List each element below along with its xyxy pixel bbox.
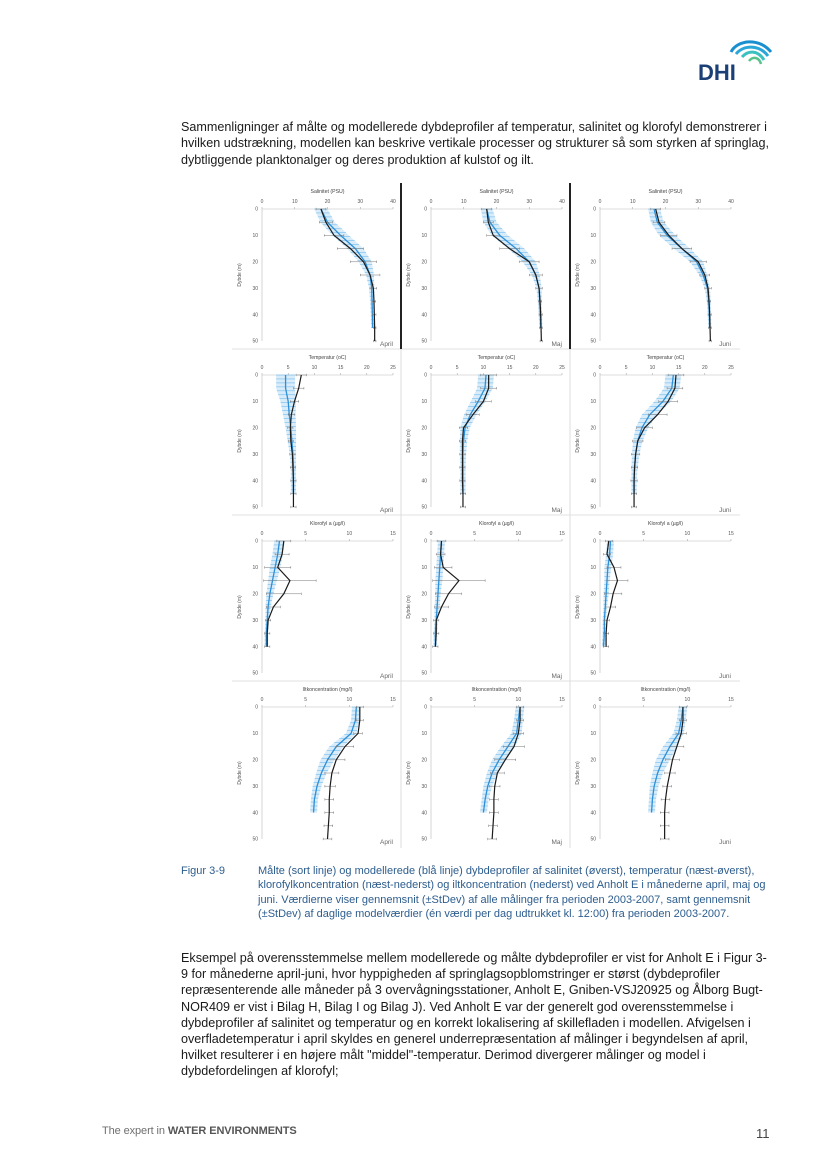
- y-tick-label: 40: [252, 478, 258, 485]
- month-label: April: [379, 839, 393, 846]
- y-tick-label: 30: [252, 451, 258, 458]
- x-tick-label: 5: [473, 697, 477, 703]
- y-tick-label: 20: [252, 425, 258, 432]
- y-tick-label: 50: [590, 836, 596, 843]
- x-tick-label: 10: [480, 365, 487, 371]
- panel-title: Temperatur (oC): [308, 355, 347, 361]
- x-tick-label: 0: [429, 199, 433, 205]
- x-tick-label: 10: [346, 697, 353, 703]
- x-tick-label: 30: [357, 199, 364, 205]
- x-tick-label: 10: [684, 531, 691, 537]
- y-tick-label: 30: [421, 451, 427, 458]
- x-tick-label: 0: [260, 199, 264, 205]
- x-tick-label: 10: [515, 531, 522, 537]
- y-tick-label: 0: [255, 538, 258, 545]
- y-tick-label: 0: [255, 704, 258, 711]
- x-tick-label: 20: [533, 365, 539, 371]
- y-tick-label: 20: [421, 757, 427, 764]
- y-tick-label: 40: [421, 644, 427, 651]
- x-tick-label: 25: [559, 365, 565, 371]
- y-axis-label: Dybde (m): [406, 263, 412, 287]
- panel-title: Klorofyl a (µg/l): [310, 521, 345, 527]
- y-tick-label: 0: [593, 538, 596, 545]
- x-tick-label: 15: [390, 531, 396, 537]
- x-tick-label: 10: [515, 697, 522, 703]
- y-tick-label: 40: [252, 312, 258, 319]
- x-tick-label: 5: [304, 531, 308, 537]
- y-tick-label: 40: [590, 478, 596, 485]
- y-tick-label: 20: [421, 591, 427, 598]
- y-tick-label: 10: [252, 399, 258, 406]
- x-tick-label: 30: [695, 199, 702, 205]
- y-tick-label: 50: [421, 670, 427, 677]
- x-tick-label: 5: [624, 365, 628, 371]
- y-tick-label: 10: [590, 399, 596, 406]
- y-tick-label: 50: [252, 670, 258, 677]
- x-tick-label: 10: [649, 365, 656, 371]
- y-tick-label: 40: [590, 312, 596, 319]
- y-tick-label: 50: [252, 338, 258, 345]
- month-label: April: [379, 341, 393, 348]
- y-tick-label: 20: [421, 425, 427, 432]
- x-tick-label: 10: [684, 697, 691, 703]
- month-label: April: [379, 507, 393, 514]
- intro-paragraph: Sammenligninger af målte og modellerede dybdeprofiler af temperatur, salinitet og klorofyl demonstrerer i hvilken udstrækning, modellen kan beskrive vertikale processer og strukturer så som styrken af springlag, dybtliggende planktonalger og deres produktion af kulstof og ilt.: [181, 120, 769, 167]
- page-number: 11: [756, 1126, 770, 1141]
- y-tick-label: 0: [255, 206, 258, 213]
- y-tick-label: 40: [590, 644, 596, 651]
- y-axis-label: Dybde (m): [237, 761, 243, 785]
- x-tick-label: 0: [429, 365, 433, 371]
- month-label: Maj: [551, 507, 562, 514]
- x-tick-label: 0: [429, 531, 433, 537]
- x-tick-label: 15: [728, 697, 734, 703]
- x-tick-label: 20: [493, 199, 500, 205]
- y-tick-label: 50: [590, 338, 596, 345]
- x-tick-label: 15: [675, 365, 682, 371]
- y-tick-label: 10: [421, 233, 427, 240]
- month-label: Juni: [719, 839, 731, 846]
- x-tick-label: 10: [346, 531, 353, 537]
- x-tick-label: 5: [642, 697, 646, 703]
- month-label: Juni: [719, 673, 731, 680]
- y-tick-label: 30: [421, 617, 427, 624]
- logo-text: DHI: [698, 60, 736, 84]
- x-tick-label: 5: [455, 365, 459, 371]
- caption-text: Målte (sort linje) og modellerede (blå linje) dybdeprofiler af salinitet (øverst), temperatur (næst-øverst), klorofylkoncentration (næst-nederst) og iltkoncentration (nederst) ved Anholt E i månederne april, maj og juni. Værdierne viser gennemsnit (±StDev) af alle målinger fra perioden 2003-2007, samt gennemsnit (±StDev) af daglige modelværdier (én værdi per dag udtrukket kl. 12:00) fra perioden 2003-2007.: [258, 865, 766, 920]
- x-tick-label: 25: [728, 365, 734, 371]
- x-tick-label: 20: [662, 199, 669, 205]
- panel-title: Salinitet (PSU): [648, 189, 683, 195]
- x-tick-label: 5: [304, 697, 308, 703]
- y-tick-label: 50: [421, 836, 427, 843]
- panel-title: Temperatur (oC): [477, 355, 516, 361]
- caption-label: Figur 3-9: [181, 865, 226, 877]
- y-tick-label: 20: [252, 757, 258, 764]
- month-label: April: [379, 673, 393, 680]
- body-paragraph: Eksempel på overensstemmelse mellem modellerede og målte dybdeprofiler er vist for Anholt E i Figur 3-9 for månederne april-juni, hvor hyppigheden af springlagsopblomstringer er størst (dybdeprofiler repræsenterende alle måneder på 3 overvågningsstationer, Anholt E, Gniben-VSJ20925 og Ålborg Bugt-NOR409 er vist i Bilag H, Bilag I og Bilag J). Ved Anholt E var der generelt god overensstemmelse i dybdeprofiler af salinitet og temperatur og en korrekt lokalisering af skillefladen i modellen. Afvigelsen i overfladetemperatur i april skyldes en generel underrepræsentation af målinger i begyndelsen af april, hvilket resulterer i en højere målt "middel"-temperatur. Derimod divergerer målinger og model i dybdefordelingen af klorofyl;: [181, 951, 767, 1079]
- x-tick-label: 10: [460, 199, 467, 205]
- depth-profile-figure: [232, 183, 740, 848]
- panel-title: Klorofyl a (µg/l): [479, 521, 514, 527]
- y-axis-label: Dybde (m): [575, 595, 581, 619]
- y-tick-label: 0: [593, 206, 596, 213]
- y-tick-label: 20: [252, 591, 258, 598]
- y-axis-label: Dybde (m): [237, 263, 243, 287]
- panel-title: Temperatur (oC): [646, 355, 685, 361]
- x-tick-label: 0: [598, 199, 602, 205]
- x-tick-label: 0: [429, 697, 433, 703]
- y-tick-label: 10: [590, 731, 596, 738]
- y-tick-label: 0: [424, 538, 427, 545]
- footer-bold: WATER ENVIRONMENTS: [167, 1125, 297, 1137]
- panel-title: Klorofyl a (µg/l): [648, 521, 683, 527]
- footer-tagline: [102, 1125, 297, 1137]
- x-tick-label: 0: [598, 531, 602, 537]
- x-tick-label: 5: [642, 531, 646, 537]
- y-tick-label: 10: [590, 233, 596, 240]
- footer-prefix: The expert in: [102, 1125, 168, 1137]
- y-axis-label: Dybde (m): [406, 761, 412, 785]
- y-tick-label: 30: [252, 783, 258, 790]
- x-tick-label: 15: [337, 365, 344, 371]
- y-axis-label: Dybde (m): [575, 761, 581, 785]
- y-tick-label: 30: [421, 783, 427, 790]
- y-tick-label: 40: [421, 312, 427, 319]
- y-tick-label: 40: [590, 810, 596, 817]
- y-tick-label: 30: [590, 617, 596, 624]
- panel-title: Iltkoncentration (mg/l): [471, 687, 522, 693]
- x-tick-label: 0: [598, 697, 602, 703]
- y-tick-label: 0: [593, 704, 596, 711]
- month-label: Maj: [551, 341, 562, 348]
- y-tick-label: 20: [590, 591, 596, 598]
- x-tick-label: 10: [311, 365, 318, 371]
- x-tick-label: 15: [728, 531, 734, 537]
- y-tick-label: 40: [421, 810, 427, 817]
- y-tick-label: 20: [590, 757, 596, 764]
- y-tick-label: 20: [590, 259, 596, 266]
- y-tick-label: 30: [252, 617, 258, 624]
- y-axis-label: Dybde (m): [575, 263, 581, 287]
- y-axis-label: Dybde (m): [575, 429, 581, 453]
- x-tick-label: 0: [260, 365, 264, 371]
- y-tick-label: 10: [252, 731, 258, 738]
- x-tick-label: 30: [526, 199, 533, 205]
- y-axis-label: Dybde (m): [237, 429, 243, 453]
- y-tick-label: 10: [252, 233, 258, 240]
- y-tick-label: 20: [421, 259, 427, 266]
- y-tick-label: 50: [590, 504, 596, 511]
- y-tick-label: 10: [252, 565, 258, 572]
- y-tick-label: 40: [252, 810, 258, 817]
- y-tick-label: 50: [590, 670, 596, 677]
- x-tick-label: 0: [260, 531, 264, 537]
- x-tick-label: 15: [506, 365, 513, 371]
- x-tick-label: 10: [291, 199, 298, 205]
- y-tick-label: 30: [590, 285, 596, 292]
- panel-title: Iltkoncentration (mg/l): [640, 687, 691, 693]
- panel-title: Iltkoncentration (mg/l): [302, 687, 353, 693]
- x-tick-label: 5: [473, 531, 477, 537]
- x-tick-label: 15: [559, 697, 565, 703]
- x-tick-label: 15: [390, 697, 396, 703]
- y-tick-label: 0: [255, 372, 258, 379]
- dhi-logo: [697, 38, 773, 84]
- y-tick-label: 20: [590, 425, 596, 432]
- y-tick-label: 0: [424, 372, 427, 379]
- y-tick-label: 10: [421, 731, 427, 738]
- x-tick-label: 10: [629, 199, 636, 205]
- y-tick-label: 40: [421, 478, 427, 485]
- x-tick-label: 40: [390, 199, 396, 205]
- x-tick-label: 40: [728, 199, 734, 205]
- x-tick-label: 15: [559, 531, 565, 537]
- y-axis-label: Dybde (m): [237, 595, 243, 619]
- y-tick-label: 30: [421, 285, 427, 292]
- y-axis-label: Dybde (m): [406, 595, 412, 619]
- panel-title: Salinitet (PSU): [310, 189, 345, 195]
- x-tick-label: 5: [286, 365, 290, 371]
- y-tick-label: 30: [590, 783, 596, 790]
- y-tick-label: 50: [252, 504, 258, 511]
- month-label: Maj: [551, 839, 562, 846]
- y-tick-label: 10: [590, 565, 596, 572]
- y-tick-label: 30: [590, 451, 596, 458]
- x-tick-label: 0: [598, 365, 602, 371]
- x-tick-label: 20: [324, 199, 331, 205]
- y-tick-label: 50: [421, 504, 427, 511]
- y-tick-label: 30: [252, 285, 258, 292]
- y-tick-label: 50: [421, 338, 427, 345]
- month-label: Juni: [719, 341, 731, 348]
- y-tick-label: 50: [252, 836, 258, 843]
- x-tick-label: 25: [390, 365, 396, 371]
- panel-title: Salinitet (PSU): [479, 189, 514, 195]
- y-tick-label: 0: [593, 372, 596, 379]
- x-tick-label: 20: [702, 365, 708, 371]
- month-label: Maj: [551, 673, 562, 680]
- y-tick-label: 40: [252, 644, 258, 651]
- y-tick-label: 0: [424, 206, 427, 213]
- y-tick-label: 20: [252, 259, 258, 266]
- y-axis-label: Dybde (m): [406, 429, 412, 453]
- y-tick-label: 0: [424, 704, 427, 711]
- y-tick-label: 10: [421, 565, 427, 572]
- month-label: Juni: [719, 507, 731, 514]
- x-tick-label: 20: [364, 365, 370, 371]
- x-tick-label: 40: [559, 199, 565, 205]
- y-tick-label: 10: [421, 399, 427, 406]
- x-tick-label: 0: [260, 697, 264, 703]
